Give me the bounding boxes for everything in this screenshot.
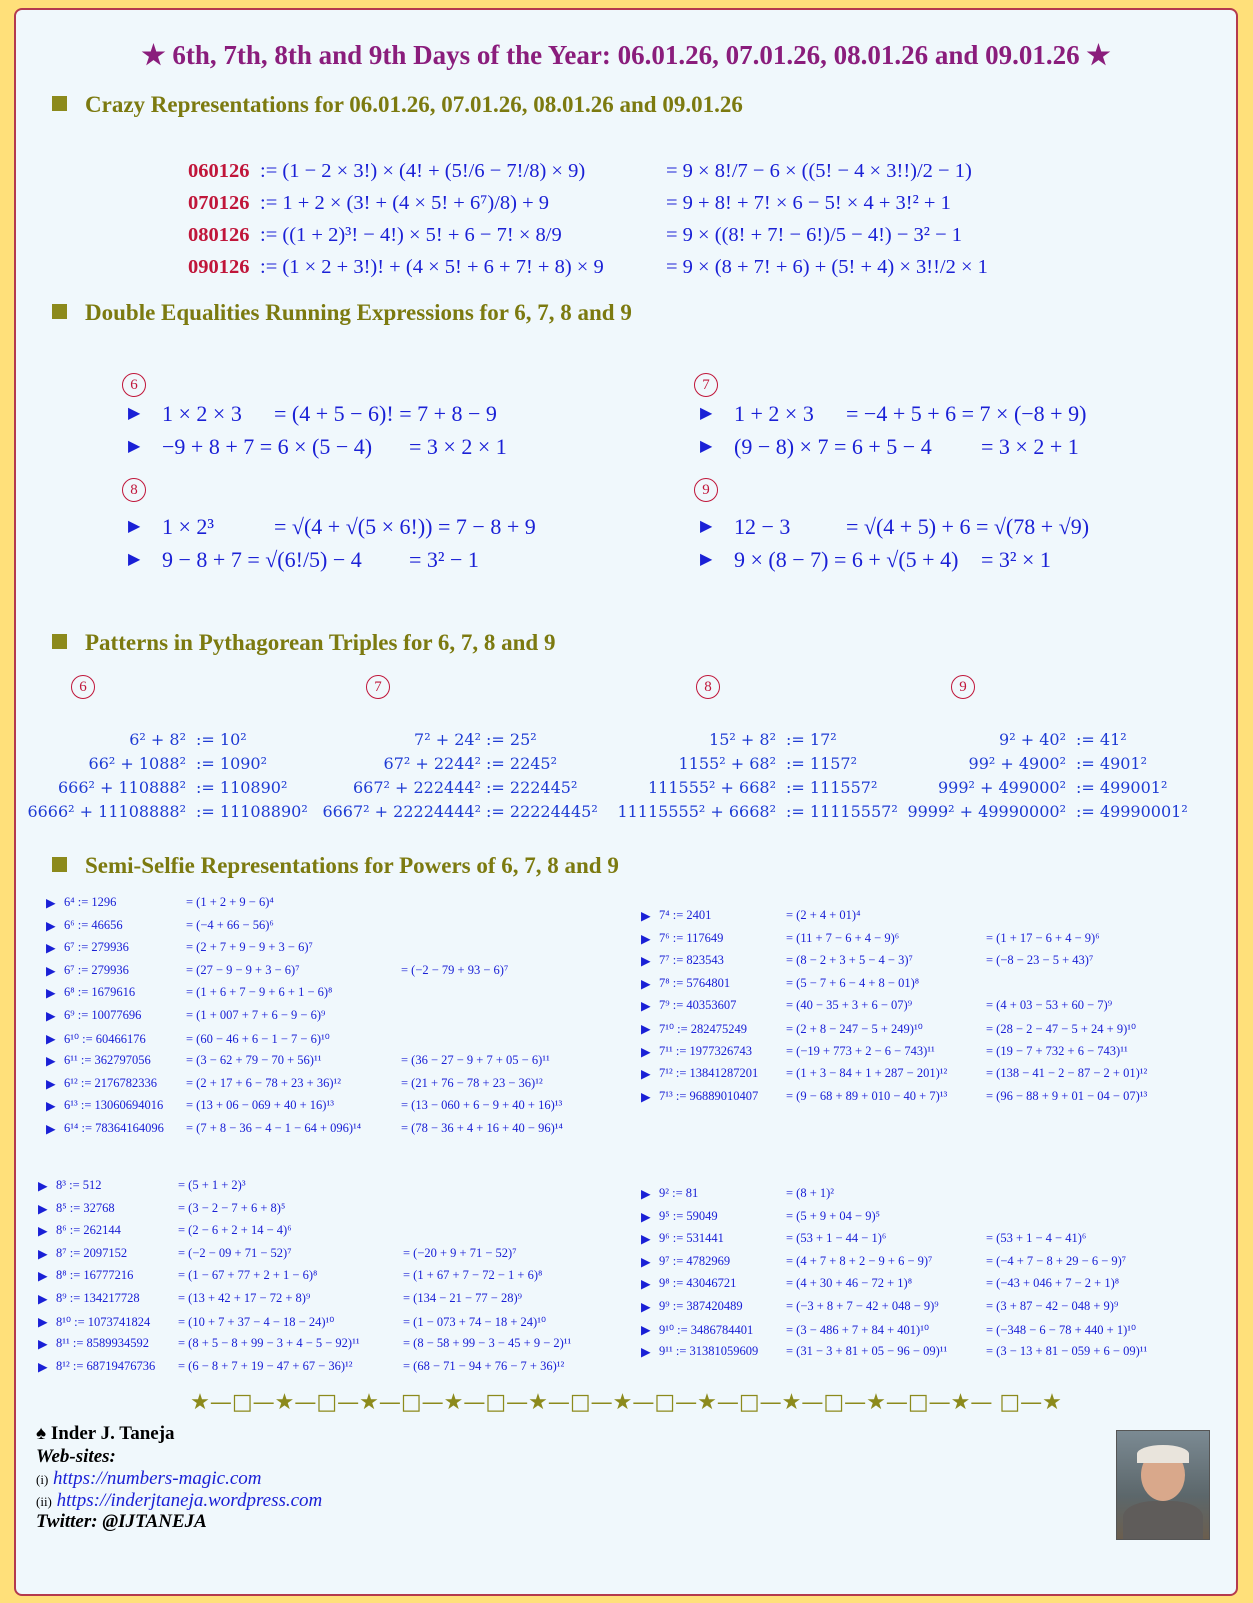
selfie-power: 7⁹ := 40353607 [659,998,737,1013]
selfie-expr-1: = (−4 + 66 − 56)⁶ [186,917,274,932]
selfie-expr-1: = (2 + 8 − 247 − 5 + 249)¹⁰ [786,1022,923,1036]
selfie-expr-1: = (5 + 9 + 04 − 9)⁵ [786,1208,881,1223]
selfie-power: 8⁷ := 2097152 [56,1245,128,1260]
author-name: ♠ Inder J. Taneja [36,1423,175,1444]
selfie-expr-2: = (−4 + 7 − 8 + 29 − 6 − 9)⁷ [986,1253,1127,1268]
double-eq-left: 12 − 3 [734,514,791,539]
triangle-bullet-icon: ▶ [38,1359,48,1374]
selfie-power: 6¹⁴ := 78364164096 [64,1121,164,1135]
double-eq-left: (9 − 8) × 7 = 6 + 5 − 4 [734,434,932,459]
triple-lhs: 666² + 110888² [57,778,186,797]
triangle-bullet-icon: ▶ [128,518,141,535]
number-circle: 7 [694,373,718,397]
triangle-bullet-icon: ▶ [128,551,141,568]
crazy-row-label: 090126 [188,256,250,278]
triangle-bullet-icon: ▶ [641,999,651,1014]
triangle-bullet-icon: ▶ [700,518,713,535]
selfie-expr-1: = (60 − 46 + 6 − 1 − 7 − 6)¹⁰ [186,1031,330,1046]
number-circle: 9 [951,675,975,699]
selfie-expr-1: = (8 + 5 − 8 + 99 − 3 + 4 − 5 − 92)¹¹ [178,1336,360,1351]
selfie-power: 6¹¹ := 362797056 [64,1053,151,1068]
double-eq-left: −9 + 8 + 7 = 6 × (5 − 4) [162,434,373,459]
crazy-row-lhs: := 1 + 2 × (3! + (4 × 5! + 6⁷)/8) + 9 [260,192,550,214]
triple-rhs: := 41² [1076,730,1127,749]
selfie-power: 7¹² := 13841287201 [659,1066,759,1081]
square-bullet-icon [52,304,67,319]
triple-lhs: 66² + 1088² [88,754,186,773]
selfie-power: 6⁷ := 279936 [64,940,129,955]
square-bullet-icon [52,857,67,872]
triple-rhs: := 111557² [786,778,878,797]
section-pythagorean-title: Patterns in Pythagorean Triples for 6, 7, 8 and 9 [85,630,556,655]
double-eq-right: = 3 × 2 + 1 [981,434,1079,459]
selfie-power: 7¹³ := 96889010407 [659,1088,759,1103]
crazy-row-rhs: = 9 × 8!/7 − 6 × ((5! − 4 × 3!!)/2 − 1) [666,160,972,182]
triple-lhs: 1155² + 68² [678,754,776,773]
crazy-row-rhs: = 9 + 8! + 7! × 6 − 5! × 4 + 3!² + 1 [666,192,951,214]
selfie-power: 7¹¹ := 1977326743 [659,1043,753,1058]
website-1-row [36,1468,261,1490]
divider-line: ★—□—★—□—★—□—★—□—★—□—★—□—★—□—★—□—★—□—★— □—★ [190,1390,1062,1415]
triple-lhs: 9² + 40² [999,730,1066,749]
selfie-expr-1: = (10 + 7 + 37 − 4 − 18 − 24)¹⁰ [178,1314,335,1329]
selfie-expr-1: = (13 + 06 − 069 + 40 + 16)¹³ [186,1098,334,1113]
selfie-expr-2: = (13 − 060 + 6 − 9 + 40 + 16)¹³ [401,1098,563,1113]
selfie-expr-1: = (−2 − 09 + 71 − 52)⁷ [178,1245,292,1260]
triple-rhs: := 10² [196,730,247,749]
selfie-power: 8⁸ := 16777216 [56,1268,134,1283]
triangle-bullet-icon: ▶ [641,1187,651,1201]
selfie-expr-2: = (36 − 27 − 9 + 7 + 05 − 6)¹¹ [401,1053,550,1068]
number-circle: 8 [696,675,720,699]
section-double-header [52,300,632,326]
triangle-bullet-icon: ▶ [641,1277,651,1292]
selfie-power: 6⁹ := 10077696 [64,1008,142,1022]
triangle-bullet-icon: ▶ [46,1031,56,1046]
selfie-power: 8⁵ := 32768 [56,1200,115,1215]
double-eq-right: = 3² × 1 [981,547,1051,572]
triple-rhs: := 25² [486,730,537,749]
selfie-expr-2: = (−43 + 046 + 7 − 2 + 1)⁸ [986,1276,1120,1291]
selfie-power: 6¹² := 2176782336 [64,1075,158,1090]
selfie-expr-1: = (4 + 30 + 46 − 72 + 1)⁸ [786,1276,913,1291]
website-1-link[interactable]: https://numbers-magic.com [53,1468,262,1489]
site1-prefix: (i) [36,1472,49,1487]
selfie-power: 8¹² := 68719476736 [56,1358,156,1373]
triple-lhs: 6667² + 22224444² [322,802,481,821]
selfie-power: 9⁹ := 387420489 [659,1299,743,1313]
triangle-bullet-icon: ▶ [46,1122,56,1136]
section-crazy-header [52,92,743,118]
triple-lhs: 15² + 8² [709,730,776,749]
selfie-expr-1: = (4 + 7 + 8 + 2 − 9 + 6 − 9)⁷ [786,1253,933,1268]
section-double-title: Double Equalities Running Expressions for 6, 7, 8 and 9 [85,300,632,325]
triangle-bullet-icon: ▶ [38,1179,48,1193]
selfie-expr-1: = (2 + 17 + 6 − 78 + 23 + 36)¹² [186,1075,341,1090]
triple-rhs: := 11115557² [786,802,898,821]
triple-lhs: 9999² + 49990000² [907,802,1066,821]
triple-rhs: := 11108890² [196,802,308,821]
double-eq-right: = 3 × 2 × 1 [409,434,507,459]
selfie-power: 6¹⁰ := 60466176 [64,1031,146,1046]
triangle-bullet-icon: ▶ [641,1345,651,1360]
website-2-row [36,1490,322,1512]
selfie-expr-1: = (1 + 6 + 7 − 9 + 6 + 1 − 6)⁸ [186,985,333,1000]
selfie-expr-1: = (2 − 6 + 2 + 14 − 4)⁶ [178,1223,292,1238]
selfie-expr-2: = (96 − 88 + 9 + 01 − 04 − 07)¹³ [986,1088,1148,1103]
selfie-expr-2: = (−2 − 79 + 93 − 6)⁷ [401,962,509,977]
selfie-power: 7⁶ := 117649 [659,930,724,945]
triangle-bullet-icon: ▶ [641,1254,651,1269]
double-eq-left: 1 × 2 × 3 [162,401,242,426]
photo-shirt [1123,1501,1203,1540]
triangle-bullet-icon: ▶ [641,931,651,946]
selfie-power: 6⁴ := 1296 [64,895,117,909]
double-eq-right: = −4 + 5 + 6 = 7 × (−8 + 9) [846,401,1087,426]
triangle-bullet-icon: ▶ [128,405,141,422]
triangle-bullet-icon: ▶ [700,405,713,422]
double-eq-left: 9 × (8 − 7) = 6 + √(5 + 4) [734,547,959,572]
triangle-bullet-icon: ▶ [128,438,141,455]
triangle-bullet-icon: ▶ [38,1314,48,1329]
triangle-bullet-icon: ▶ [641,1067,651,1082]
number-circle: 9 [694,478,718,502]
triangle-bullet-icon: ▶ [641,954,651,969]
selfie-expr-1: = (53 + 1 − 44 − 1)⁶ [786,1231,887,1246]
triangle-bullet-icon: ▶ [38,1269,48,1284]
selfie-expr-1: = (13 + 42 + 17 − 72 + 8)⁹ [178,1291,311,1305]
triple-lhs: 667² + 222444² [352,778,481,797]
double-eq-right: = 3² − 1 [409,547,479,572]
triple-rhs: := 22224445² [486,802,598,821]
triangle-bullet-icon: ▶ [641,1209,651,1224]
crazy-row-lhs: := ((1 + 2)³! − 4!) × 5! + 6 − 7! × 8/9 [260,224,562,246]
double-eq-left: 1 × 2³ [162,514,215,539]
triangle-bullet-icon: ▶ [38,1337,48,1352]
triangle-bullet-icon: ▶ [641,1300,651,1314]
website-2-link[interactable]: https://inderjtaneja.wordpress.com [56,1490,323,1511]
triple-lhs: 7² + 24² [414,730,481,749]
triangle-bullet-icon: ▶ [46,941,56,956]
selfie-expr-1: = (8 + 1)² [786,1186,835,1200]
double-eq-right: = (4 + 5 − 6)! = 7 + 8 − 9 [274,401,497,426]
double-eq-right: = √(4 + 5) + 6 = √(78 + √9) [846,514,1090,539]
triangle-bullet-icon: ▶ [641,909,651,923]
section-selfie-title: Semi-Selfie Representations for Powers of 6, 7, 8 and 9 [85,853,619,878]
triangle-bullet-icon: ▶ [38,1292,48,1306]
selfie-power: 6⁷ := 279936 [64,962,129,977]
triple-lhs: 99² + 4900² [968,754,1066,773]
selfie-expr-2: = (53 + 1 − 4 − 41)⁶ [986,1231,1087,1246]
selfie-expr-2: = (8 − 58 + 99 − 3 − 45 + 9 − 2)¹¹ [403,1336,572,1351]
triangle-bullet-icon: ▶ [46,986,56,1001]
selfie-expr-1: = (6 − 8 + 7 + 19 − 47 + 67 − 36)¹² [178,1358,353,1373]
selfie-expr-1: = (31 − 3 + 81 + 05 − 96 − 09)¹¹ [786,1344,948,1359]
triangle-bullet-icon: ▶ [641,1232,651,1247]
number-circle: 7 [366,675,390,699]
selfie-power: 9² := 81 [659,1186,699,1200]
selfie-expr-2: = (19 − 7 + 732 + 6 − 743)¹¹ [986,1043,1128,1058]
selfie-power: 8⁶ := 262144 [56,1223,121,1238]
selfie-expr-1: = (3 − 2 − 7 + 6 + 8)⁵ [178,1200,286,1215]
triple-rhs: := 499001² [1076,778,1168,797]
selfie-power: 7⁴ := 2401 [659,908,712,922]
triple-rhs: := 17² [786,730,837,749]
selfie-expr-2: = (4 + 03 − 53 + 60 − 7)⁹ [986,998,1113,1013]
triangle-bullet-icon: ▶ [641,976,651,991]
selfie-power: 8⁹ := 134217728 [56,1291,140,1305]
selfie-expr-2: = (138 − 41 − 2 − 87 − 2 + 01)¹² [986,1066,1148,1081]
double-eq-left: 9 − 8 + 7 = √(6!/5) − 4 [162,547,362,572]
crazy-row-lhs: := (1 × 2 + 3!)! + (4 × 5! + 6 + 7! + 8) × 9 [260,256,604,278]
triangle-bullet-icon: ▶ [641,1322,651,1337]
section-crazy-title: Crazy Representations for 06.01.26, 07.01.26, 08.01.26 and 09.01.26 [85,92,743,117]
square-bullet-icon [52,96,67,111]
selfie-expr-2: = (3 − 13 + 81 − 059 + 6 − 09)¹¹ [986,1344,1148,1359]
author-photo [1116,1430,1210,1540]
selfie-expr-1: = (7 + 8 − 36 − 4 − 1 − 64 + 096)¹⁴ [186,1121,362,1135]
selfie-power: 9¹⁰ := 3486784401 [659,1322,754,1337]
crazy-row-lhs: := (1 − 2 × 3!) × (4! + (5!/6 − 7!/8) × 9) [260,160,586,182]
selfie-expr-2: = (3 + 87 − 42 − 048 + 9)⁹ [986,1299,1119,1313]
selfie-expr-1: = (3 − 62 + 79 − 70 + 56)¹¹ [186,1053,322,1068]
page-title: ★ 6th, 7th, 8th and 9th Days of the Year: 06.01.26, 07.01.26, 08.01.26 and 09.01.26 ★ [141,40,1111,70]
section-selfie-header [52,853,619,879]
selfie-expr-1: = (11 + 7 − 6 + 4 − 9)⁶ [786,930,900,945]
selfie-expr-1: = (27 − 9 − 9 + 3 − 6)⁷ [186,962,300,977]
triangle-bullet-icon: ▶ [700,551,713,568]
selfie-power: 6¹³ := 13060694016 [64,1098,164,1113]
triple-lhs: 999² + 499000² [937,778,1066,797]
selfie-expr-2: = (134 − 21 − 77 − 28)⁹ [403,1291,523,1305]
triple-lhs: 11115555² + 6668² [617,802,776,821]
triangle-bullet-icon: ▶ [38,1246,48,1261]
triple-lhs: 6² + 8² [129,730,186,749]
selfie-power: 7⁷ := 823543 [659,953,724,968]
triangle-bullet-icon: ▶ [641,1044,651,1059]
triangle-bullet-icon: ▶ [700,438,713,455]
selfie-expr-2: = (1 + 67 + 7 − 72 − 1 + 6)⁸ [403,1268,543,1283]
selfie-expr-1: = (9 − 68 + 89 + 010 − 40 + 7)¹³ [786,1088,948,1103]
triangle-bullet-icon: ▶ [46,1009,56,1023]
triple-rhs: := 222445² [486,778,578,797]
twitter-handle: Twitter: @IJTANEJA [36,1511,207,1532]
websites-label: Web-sites: [36,1446,116,1467]
square-bullet-icon [52,634,67,649]
crazy-row-label: 060126 [188,160,250,182]
selfie-power: 9⁷ := 4782969 [659,1253,731,1268]
selfie-expr-1: = (40 − 35 + 3 + 6 − 07)⁹ [786,998,913,1013]
selfie-power: 9⁶ := 531441 [659,1231,724,1246]
triangle-bullet-icon: ▶ [38,1201,48,1216]
triangle-bullet-icon: ▶ [46,1054,56,1069]
number-circle: 8 [122,478,146,502]
triangle-bullet-icon: ▶ [641,1089,651,1104]
selfie-expr-2: = (−20 + 9 + 71 − 52)⁷ [403,1245,517,1260]
double-eq-right: = √(4 + √(5 × 6!)) = 7 − 8 + 9 [274,514,536,539]
selfie-expr-2: = (1 + 17 − 6 + 4 − 9)⁶ [986,930,1100,945]
selfie-expr-1: = (1 + 3 − 84 + 1 + 287 − 201)¹² [786,1066,948,1081]
selfie-expr-1: = (3 − 486 + 7 + 84 + 401)¹⁰ [786,1322,929,1337]
triangle-bullet-icon: ▶ [46,918,56,933]
triangle-bullet-icon: ▶ [46,963,56,978]
crazy-row-label: 070126 [188,192,250,214]
triple-lhs: 111555² + 668² [647,778,776,797]
selfie-power: 9⁵ := 59049 [659,1208,718,1223]
selfie-expr-1: = (8 − 2 + 3 + 5 − 4 − 3)⁷ [786,953,913,968]
crazy-row-rhs: = 9 × (8 + 7! + 6) + (5! + 4) × 3!!/2 × 1 [666,256,988,278]
triple-lhs: 6666² + 11108888² [27,802,186,821]
selfie-expr-1: = (1 + 2 + 9 − 6)⁴ [186,895,274,909]
selfie-expr-2: = (78 − 36 + 4 + 16 + 40 − 96)¹⁴ [401,1121,563,1135]
selfie-power: 8¹⁰ := 1073741824 [56,1314,151,1329]
selfie-expr-2: = (−8 − 23 − 5 + 43)⁷ [986,953,1094,968]
selfie-expr-1: = (5 + 1 + 2)³ [178,1178,246,1192]
selfie-expr-1: = (−3 + 8 + 7 − 42 + 048 − 9)⁹ [786,1299,939,1313]
selfie-expr-1: = (−19 + 773 + 2 − 6 − 743)¹¹ [786,1043,935,1058]
triple-rhs: := 1090² [196,754,268,773]
selfie-power: 6⁸ := 1679616 [64,985,136,1000]
crazy-row-rhs: = 9 × ((8! + 7! − 6!)/5 − 4!) − 3² − 1 [666,224,963,246]
double-eq-left: 1 + 2 × 3 [734,401,814,426]
selfie-power: 6⁶ := 46656 [64,917,123,932]
selfie-expr-1: = (2 + 7 + 9 − 9 + 3 − 6)⁷ [186,940,313,955]
triple-rhs: := 1157² [786,754,858,773]
selfie-power: 7¹⁰ := 282475249 [659,1022,748,1036]
triangle-bullet-icon: ▶ [38,1224,48,1239]
triangle-bullet-icon: ▶ [46,896,56,910]
selfie-expr-2: = (1 − 073 + 74 − 18 + 24)¹⁰ [403,1314,546,1329]
selfie-power: 8³ := 512 [56,1178,102,1192]
triangle-bullet-icon: ▶ [46,1076,56,1091]
triple-rhs: := 49990001² [1076,802,1188,821]
selfie-expr-1: = (2 + 4 + 01)⁴ [786,908,861,922]
triple-lhs: 67² + 2244² [383,754,481,773]
photo-hair [1137,1445,1189,1463]
number-circle: 6 [122,373,146,397]
triangle-bullet-icon: ▶ [46,1099,56,1114]
selfie-expr-2: = (68 − 71 − 94 + 76 − 7 + 36)¹² [403,1358,565,1373]
number-circle: 6 [71,675,95,699]
selfie-expr-1: = (5 − 7 + 6 − 4 + 8 − 01)⁸ [786,975,920,990]
triple-rhs: := 110890² [196,778,288,797]
selfie-power: 9⁸ := 43046721 [659,1276,737,1291]
selfie-expr-2: = (28 − 2 − 47 − 5 + 24 + 9)¹⁰ [986,1022,1137,1036]
selfie-expr-1: = (1 − 67 + 77 + 2 + 1 − 6)⁸ [178,1268,318,1283]
selfie-power: 9¹¹ := 31381059609 [659,1344,759,1359]
triple-rhs: := 2245² [486,754,558,773]
selfie-expr-2: = (21 + 76 − 78 + 23 − 36)¹² [401,1075,543,1090]
selfie-power: 8¹¹ := 8589934592 [56,1336,150,1351]
page-frame [14,8,1238,1596]
crazy-row-label: 080126 [188,224,250,246]
selfie-power: 7⁸ := 5764801 [659,975,731,990]
selfie-expr-1: = (1 + 007 + 7 + 6 − 9 − 6)⁹ [186,1008,326,1022]
triangle-bullet-icon: ▶ [641,1022,651,1036]
selfie-expr-2: = (−348 − 6 − 78 + 440 + 1)¹⁰ [986,1322,1137,1337]
triple-rhs: := 4901² [1076,754,1148,773]
site2-prefix: (ii) [36,1494,52,1509]
section-pythagorean-header [52,630,555,656]
